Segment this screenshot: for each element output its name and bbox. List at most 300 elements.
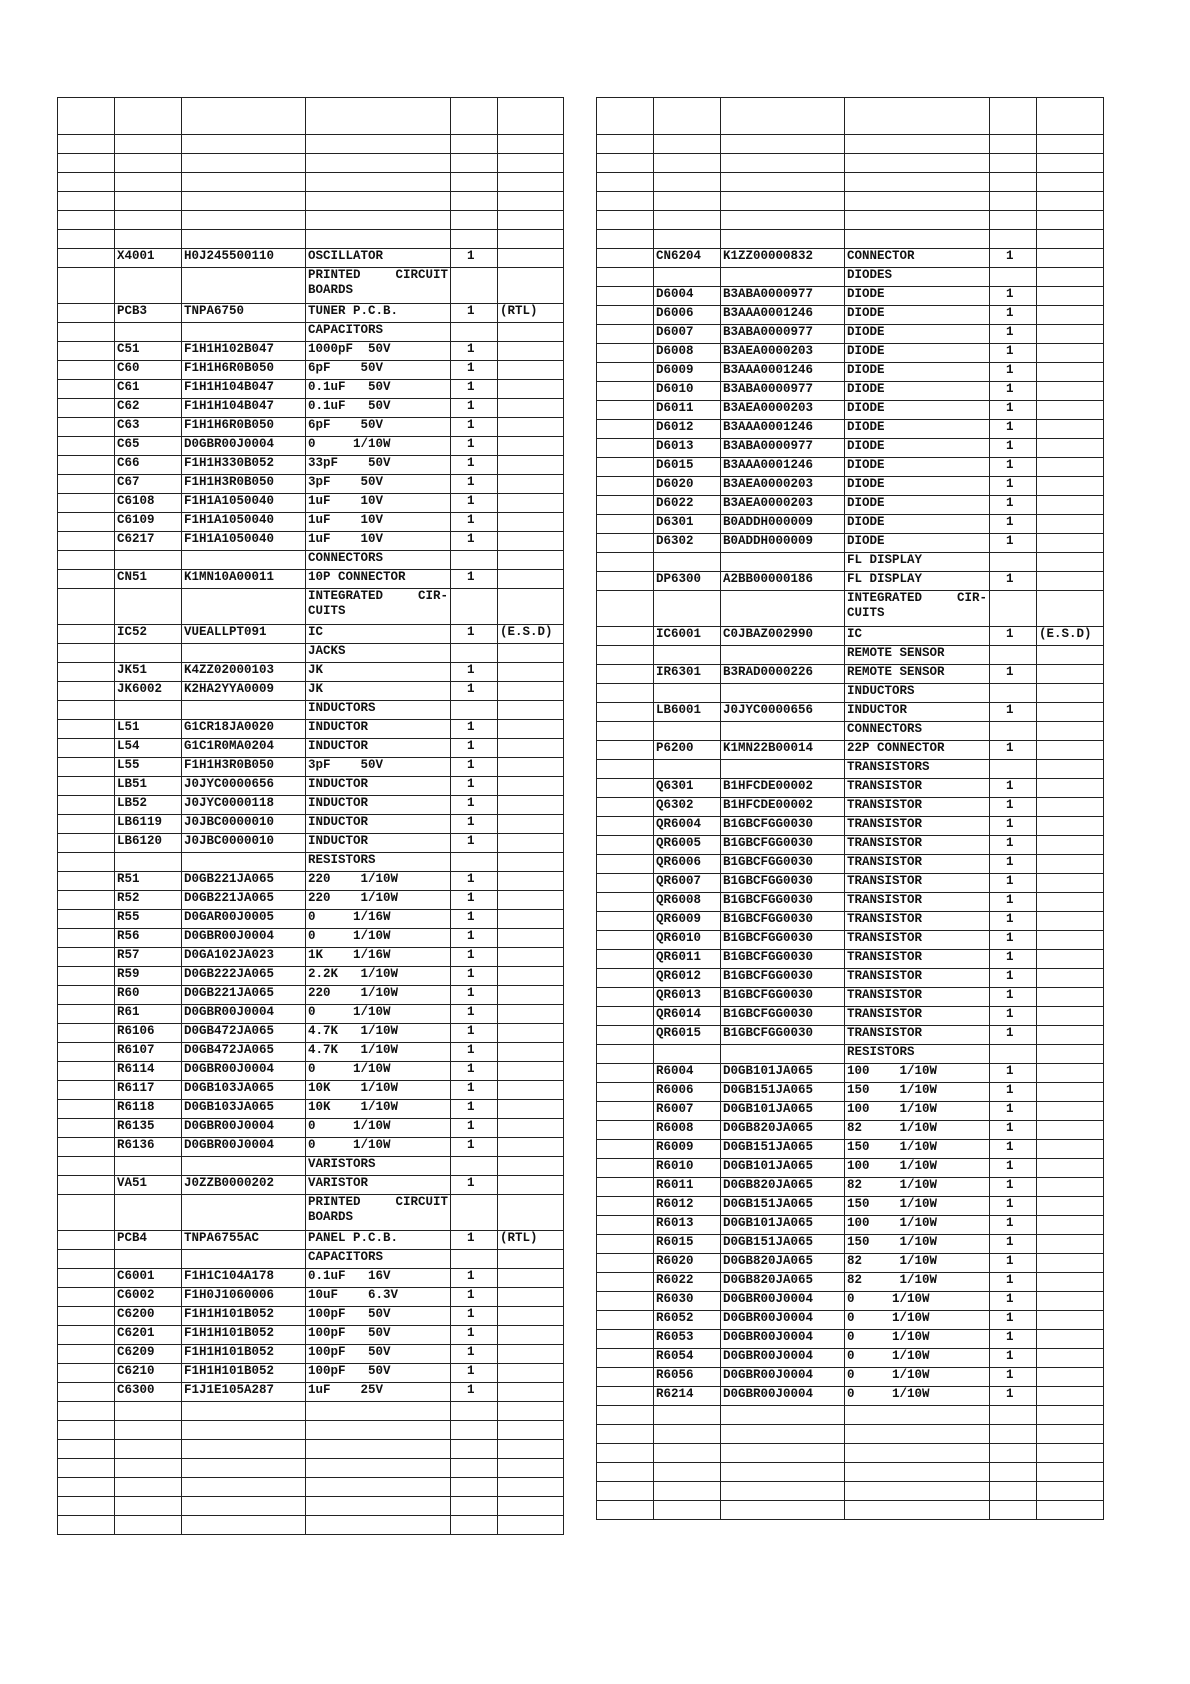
remarks-cell [498,872,564,891]
description-cell [306,1440,451,1459]
quantity-cell: 1 [990,1311,1037,1330]
part-number-cell: K1ZZ00000832 [721,249,845,268]
quantity-cell [990,1406,1037,1425]
table-row [58,1231,564,1250]
quantity-cell: 1 [451,758,498,777]
blank-row [597,173,1104,192]
blank-cell [58,815,115,834]
description-cell: DIODES [845,268,990,287]
blank-cell [597,1178,654,1197]
quantity-cell [451,192,498,211]
remarks-cell [498,1024,564,1043]
quantity-cell: 1 [990,931,1037,950]
description-cell: INDUCTOR [306,796,451,815]
part-number-cell: C0JBAZ002990 [721,627,845,646]
ref-cell: QR6012 [654,969,721,988]
part-number-cell [182,268,306,304]
quantity-cell [990,211,1037,230]
description-cell: 0 1/10W [845,1368,990,1387]
blank-cell [597,249,654,268]
blank-cell [597,325,654,344]
description-cell [306,1516,451,1535]
part-number-cell: B3ABA0000977 [721,382,845,401]
description-cell [845,211,990,230]
part-number-cell: H0J245500110 [182,249,306,268]
ref-cell: QR6013 [654,988,721,1007]
table-row [597,741,1104,760]
description-cell: DIODE [845,325,990,344]
remarks-cell [498,929,564,948]
ref-cell [654,173,721,192]
ref-cell [115,701,182,720]
ref-cell: QR6007 [654,874,721,893]
ref-cell [654,1045,721,1064]
table-row [58,1176,564,1195]
blank-cell [58,1307,115,1326]
table-row [58,342,564,361]
remarks-cell [498,1516,564,1535]
blank-row [58,1497,564,1516]
blank-cell [597,1235,654,1254]
blank-cell [597,1121,654,1140]
part-number-cell: D0GB820JA065 [721,1178,845,1197]
quantity-cell: 1 [990,912,1037,931]
part-number-cell [721,268,845,287]
description-cell: CONNECTORS [845,722,990,741]
remarks-cell [1037,1045,1104,1064]
quantity-cell: 1 [990,988,1037,1007]
remarks-cell [1037,439,1104,458]
category-label: INTEGRATED CIR-CUITS [308,589,448,618]
remarks-cell [1037,249,1104,268]
table-row [58,494,564,513]
ref-cell: QR6014 [654,1007,721,1026]
part-number-cell: F1H1A1050040 [182,532,306,551]
part-number-cell [721,1425,845,1444]
description-cell: 150 1/10W [845,1083,990,1102]
blank-cell [597,1273,654,1292]
quantity-cell: 1 [990,1387,1037,1406]
quantity-cell: 1 [990,287,1037,306]
description-cell: DIODE [845,287,990,306]
blank-cell [58,1402,115,1421]
ref-cell: R61 [115,1005,182,1024]
category-row [597,646,1104,665]
remarks-cell [1037,211,1104,230]
part-number-cell [182,1497,306,1516]
blank-row [597,192,1104,211]
blank-cell [597,1045,654,1064]
description-cell: 220 1/10W [306,872,451,891]
ref-cell: LB6120 [115,834,182,853]
part-number-cell: B3ABA0000977 [721,287,845,306]
quantity-cell: 1 [451,1043,498,1062]
part-number-cell: VUEALLPT091 [182,625,306,644]
blank-cell [58,211,115,230]
quantity-cell: 1 [451,494,498,513]
description-cell: DIODE [845,439,990,458]
part-number-cell: B3AEA0000203 [721,401,845,420]
description-cell: DIODE [845,496,990,515]
description-cell [306,1421,451,1440]
table-row [58,1364,564,1383]
ref-cell: QR6015 [654,1026,721,1045]
ref-cell: R6012 [654,1197,721,1216]
blank-row [58,1459,564,1478]
ref-cell [654,154,721,173]
part-number-cell: D0GAR00J0005 [182,910,306,929]
ref-cell: C6109 [115,513,182,532]
remarks-cell [1037,1349,1104,1368]
remarks-cell [498,570,564,589]
quantity-cell: 1 [990,798,1037,817]
blank-row [597,1444,1104,1463]
part-number-cell: F1H1H104B047 [182,380,306,399]
remarks-cell [1037,703,1104,722]
quantity-cell: 1 [451,682,498,701]
part-number-cell: J0JYC0000118 [182,796,306,815]
blank-row [58,1402,564,1421]
part-number-cell [182,230,306,249]
blank-cell [597,703,654,722]
description-cell: CAPACITORS [306,323,451,342]
ref-cell: D6012 [654,420,721,439]
ref-cell: C60 [115,361,182,380]
ref-cell: C6002 [115,1288,182,1307]
ref-cell: C6200 [115,1307,182,1326]
ref-cell: R6004 [654,1064,721,1083]
ref-cell [115,1157,182,1176]
remarks-cell [498,1176,564,1195]
part-number-cell [182,173,306,192]
category-label: PRINTED CIRCUIT BOARDS [308,268,448,297]
blank-cell [597,646,654,665]
part-number-cell [721,154,845,173]
remarks-cell [1037,363,1104,382]
ref-cell: IC6001 [654,627,721,646]
category-row [597,268,1104,287]
ref-cell: C6210 [115,1364,182,1383]
remarks-cell [498,192,564,211]
remarks-cell [1037,684,1104,703]
ref-cell [115,173,182,192]
category-row [597,722,1104,741]
remarks-cell [1037,515,1104,534]
quantity-cell: 1 [990,306,1037,325]
ref-cell [115,1421,182,1440]
blank-cell [58,513,115,532]
remarks-cell [1037,1482,1104,1501]
category-row [58,1250,564,1269]
ref-cell [654,230,721,249]
category-row [597,760,1104,779]
blank-cell [58,1497,115,1516]
quantity-cell: 1 [451,1119,498,1138]
blank-cell [58,192,115,211]
ref-cell: R6011 [654,1178,721,1197]
blank-row [58,1516,564,1535]
category-row [58,853,564,872]
table-row [58,475,564,494]
table-row [597,1197,1104,1216]
part-number-cell [721,760,845,779]
part-number-cell: D0GBR00J0004 [721,1368,845,1387]
ref-cell: LB6001 [654,703,721,722]
ref-cell: C62 [115,399,182,418]
table-row [597,363,1104,382]
description-cell: TRANSISTOR [845,779,990,798]
remarks-cell [1037,874,1104,893]
ref-cell [654,211,721,230]
quantity-cell: 1 [451,834,498,853]
blank-cell [58,1440,115,1459]
blank-cell [597,344,654,363]
ref-cell: C66 [115,456,182,475]
description-cell: 150 1/10W [845,1235,990,1254]
blank-cell [58,777,115,796]
remarks-cell [498,644,564,663]
part-number-cell [182,1440,306,1459]
blank-cell [597,1083,654,1102]
quantity-cell: 1 [990,1254,1037,1273]
description-cell: 33pF 50V [306,456,451,475]
ref-cell: L51 [115,720,182,739]
quantity-cell: 1 [451,1383,498,1402]
table-row [597,836,1104,855]
quantity-cell: 1 [451,986,498,1005]
quantity-cell: 1 [451,532,498,551]
part-number-cell: B3ABA0000977 [721,439,845,458]
ref-cell [115,551,182,570]
blank-cell [58,475,115,494]
description-cell: 100pF 50V [306,1364,451,1383]
table-row [58,1081,564,1100]
ref-cell: R60 [115,986,182,1005]
remarks-cell [498,1157,564,1176]
description-cell: 2.2K 1/10W [306,967,451,986]
description-cell: 3pF 50V [306,758,451,777]
table-row [597,855,1104,874]
description-cell: TUNER P.C.B. [306,304,451,323]
part-number-cell [721,211,845,230]
description-cell: 220 1/10W [306,986,451,1005]
remarks-cell [1037,931,1104,950]
part-number-cell: B1GBCFGG0030 [721,950,845,969]
quantity-cell: 1 [451,418,498,437]
ref-cell: JK6002 [115,682,182,701]
remarks-cell [1037,1292,1104,1311]
table-row [58,910,564,929]
blank-cell [597,363,654,382]
quantity-cell: 1 [990,855,1037,874]
part-number-cell [182,551,306,570]
description-cell: 0 1/10W [306,1005,451,1024]
part-number-cell: B1GBCFGG0030 [721,931,845,950]
part-number-cell: F1H1H3R0B050 [182,758,306,777]
part-number-cell [182,1157,306,1176]
blank-cell [597,287,654,306]
remarks-cell [1037,741,1104,760]
ref-cell: PCB3 [115,304,182,323]
blank-cell [58,929,115,948]
description-cell [845,135,990,154]
description-cell [306,173,451,192]
blank-row [58,98,564,135]
description-cell: 100 1/10W [845,1064,990,1083]
description-cell: DIODE [845,306,990,325]
remarks-cell [498,967,564,986]
remarks-cell [1037,1387,1104,1406]
blank-cell [597,741,654,760]
description-cell: TRANSISTOR [845,836,990,855]
remarks-cell [498,323,564,342]
blank-cell [597,1444,654,1463]
ref-cell [115,1516,182,1535]
blank-row [58,154,564,173]
quantity-cell [451,211,498,230]
table-row [58,361,564,380]
blank-cell [597,1216,654,1235]
blank-cell [58,1062,115,1081]
remarks-cell [498,758,564,777]
description-cell: 1uF 10V [306,494,451,513]
description-cell: 10P CONNECTOR [306,570,451,589]
table-row [58,986,564,1005]
part-number-cell: B3AAA0001246 [721,363,845,382]
part-number-cell [182,192,306,211]
quantity-cell: 1 [990,1026,1037,1045]
blank-cell [597,1330,654,1349]
remarks-cell [1037,817,1104,836]
remarks-cell [1037,1064,1104,1083]
table-row [58,399,564,418]
table-row [597,1273,1104,1292]
part-number-cell: K4ZZ02000103 [182,663,306,682]
description-cell: DIODE [845,534,990,553]
ref-cell [115,323,182,342]
ref-cell: R6114 [115,1062,182,1081]
part-number-cell: B1GBCFGG0030 [721,874,845,893]
table-row [58,758,564,777]
quantity-cell: 1 [990,249,1037,268]
ref-cell [654,135,721,154]
remarks-cell [498,98,564,135]
quantity-cell [451,1478,498,1497]
blank-cell [58,1383,115,1402]
part-number-cell [182,1402,306,1421]
quantity-cell [990,1045,1037,1064]
ref-cell: D6011 [654,401,721,420]
part-number-cell: B3AEA0000203 [721,496,845,515]
quantity-cell: 1 [451,304,498,323]
table-row [58,570,564,589]
part-number-cell [182,1421,306,1440]
remarks-cell [498,1081,564,1100]
remarks-cell [498,1383,564,1402]
remarks-cell [498,513,564,532]
table-row [597,401,1104,420]
remarks-cell [1037,1102,1104,1121]
description-cell: DIODE [845,477,990,496]
part-number-cell: B3AAA0001246 [721,420,845,439]
part-number-cell: B1GBCFGG0030 [721,969,845,988]
table-row [58,1345,564,1364]
blank-cell [597,855,654,874]
part-number-cell: F1H1A1050040 [182,513,306,532]
description-cell: INDUCTORS [306,701,451,720]
quantity-cell: 1 [451,967,498,986]
description-cell: 0 1/10W [845,1387,990,1406]
part-number-cell: D0GB472JA065 [182,1043,306,1062]
quantity-cell [990,760,1037,779]
table-row [597,496,1104,515]
description-cell [306,1195,451,1231]
remarks-cell [1037,760,1104,779]
description-cell: 82 1/10W [845,1254,990,1273]
blank-cell [58,986,115,1005]
blank-cell [597,1463,654,1482]
table-row [597,382,1104,401]
table-row [58,739,564,758]
table-row [58,1288,564,1307]
description-cell: 100 1/10W [845,1159,990,1178]
table-row [597,798,1104,817]
description-cell [845,98,990,135]
quantity-cell: 1 [451,777,498,796]
part-number-cell: D0GBR00J0004 [721,1292,845,1311]
quantity-cell [451,1157,498,1176]
ref-cell: L55 [115,758,182,777]
table-row [597,1349,1104,1368]
blank-cell [58,135,115,154]
remarks-cell [1037,1311,1104,1330]
remarks-cell [498,589,564,625]
part-number-cell [721,173,845,192]
part-number-cell: F1H1H3R0B050 [182,475,306,494]
ref-cell [654,760,721,779]
table-row [58,929,564,948]
description-cell: IC [845,627,990,646]
ref-cell [654,268,721,287]
table-row [597,817,1104,836]
part-number-cell [721,1444,845,1463]
table-row [58,796,564,815]
table-row [58,304,564,323]
remarks-cell [498,1497,564,1516]
quantity-cell [451,701,498,720]
quantity-cell [990,1444,1037,1463]
description-cell: 220 1/10W [306,891,451,910]
blank-cell [597,173,654,192]
ref-cell: C63 [115,418,182,437]
blank-cell [58,1250,115,1269]
remarks-cell [498,891,564,910]
table-row [58,815,564,834]
description-cell: 4.7K 1/10W [306,1043,451,1062]
ref-cell: R6214 [654,1387,721,1406]
table-row [58,1100,564,1119]
remarks-cell [1037,534,1104,553]
table-row [597,572,1104,591]
part-number-cell: D0GB151JA065 [721,1083,845,1102]
blank-cell [58,249,115,268]
ref-cell: R51 [115,872,182,891]
blank-cell [58,570,115,589]
description-cell: INDUCTOR [306,720,451,739]
remarks-cell [1037,591,1104,627]
blank-row [58,1478,564,1497]
quantity-cell: 1 [451,1345,498,1364]
